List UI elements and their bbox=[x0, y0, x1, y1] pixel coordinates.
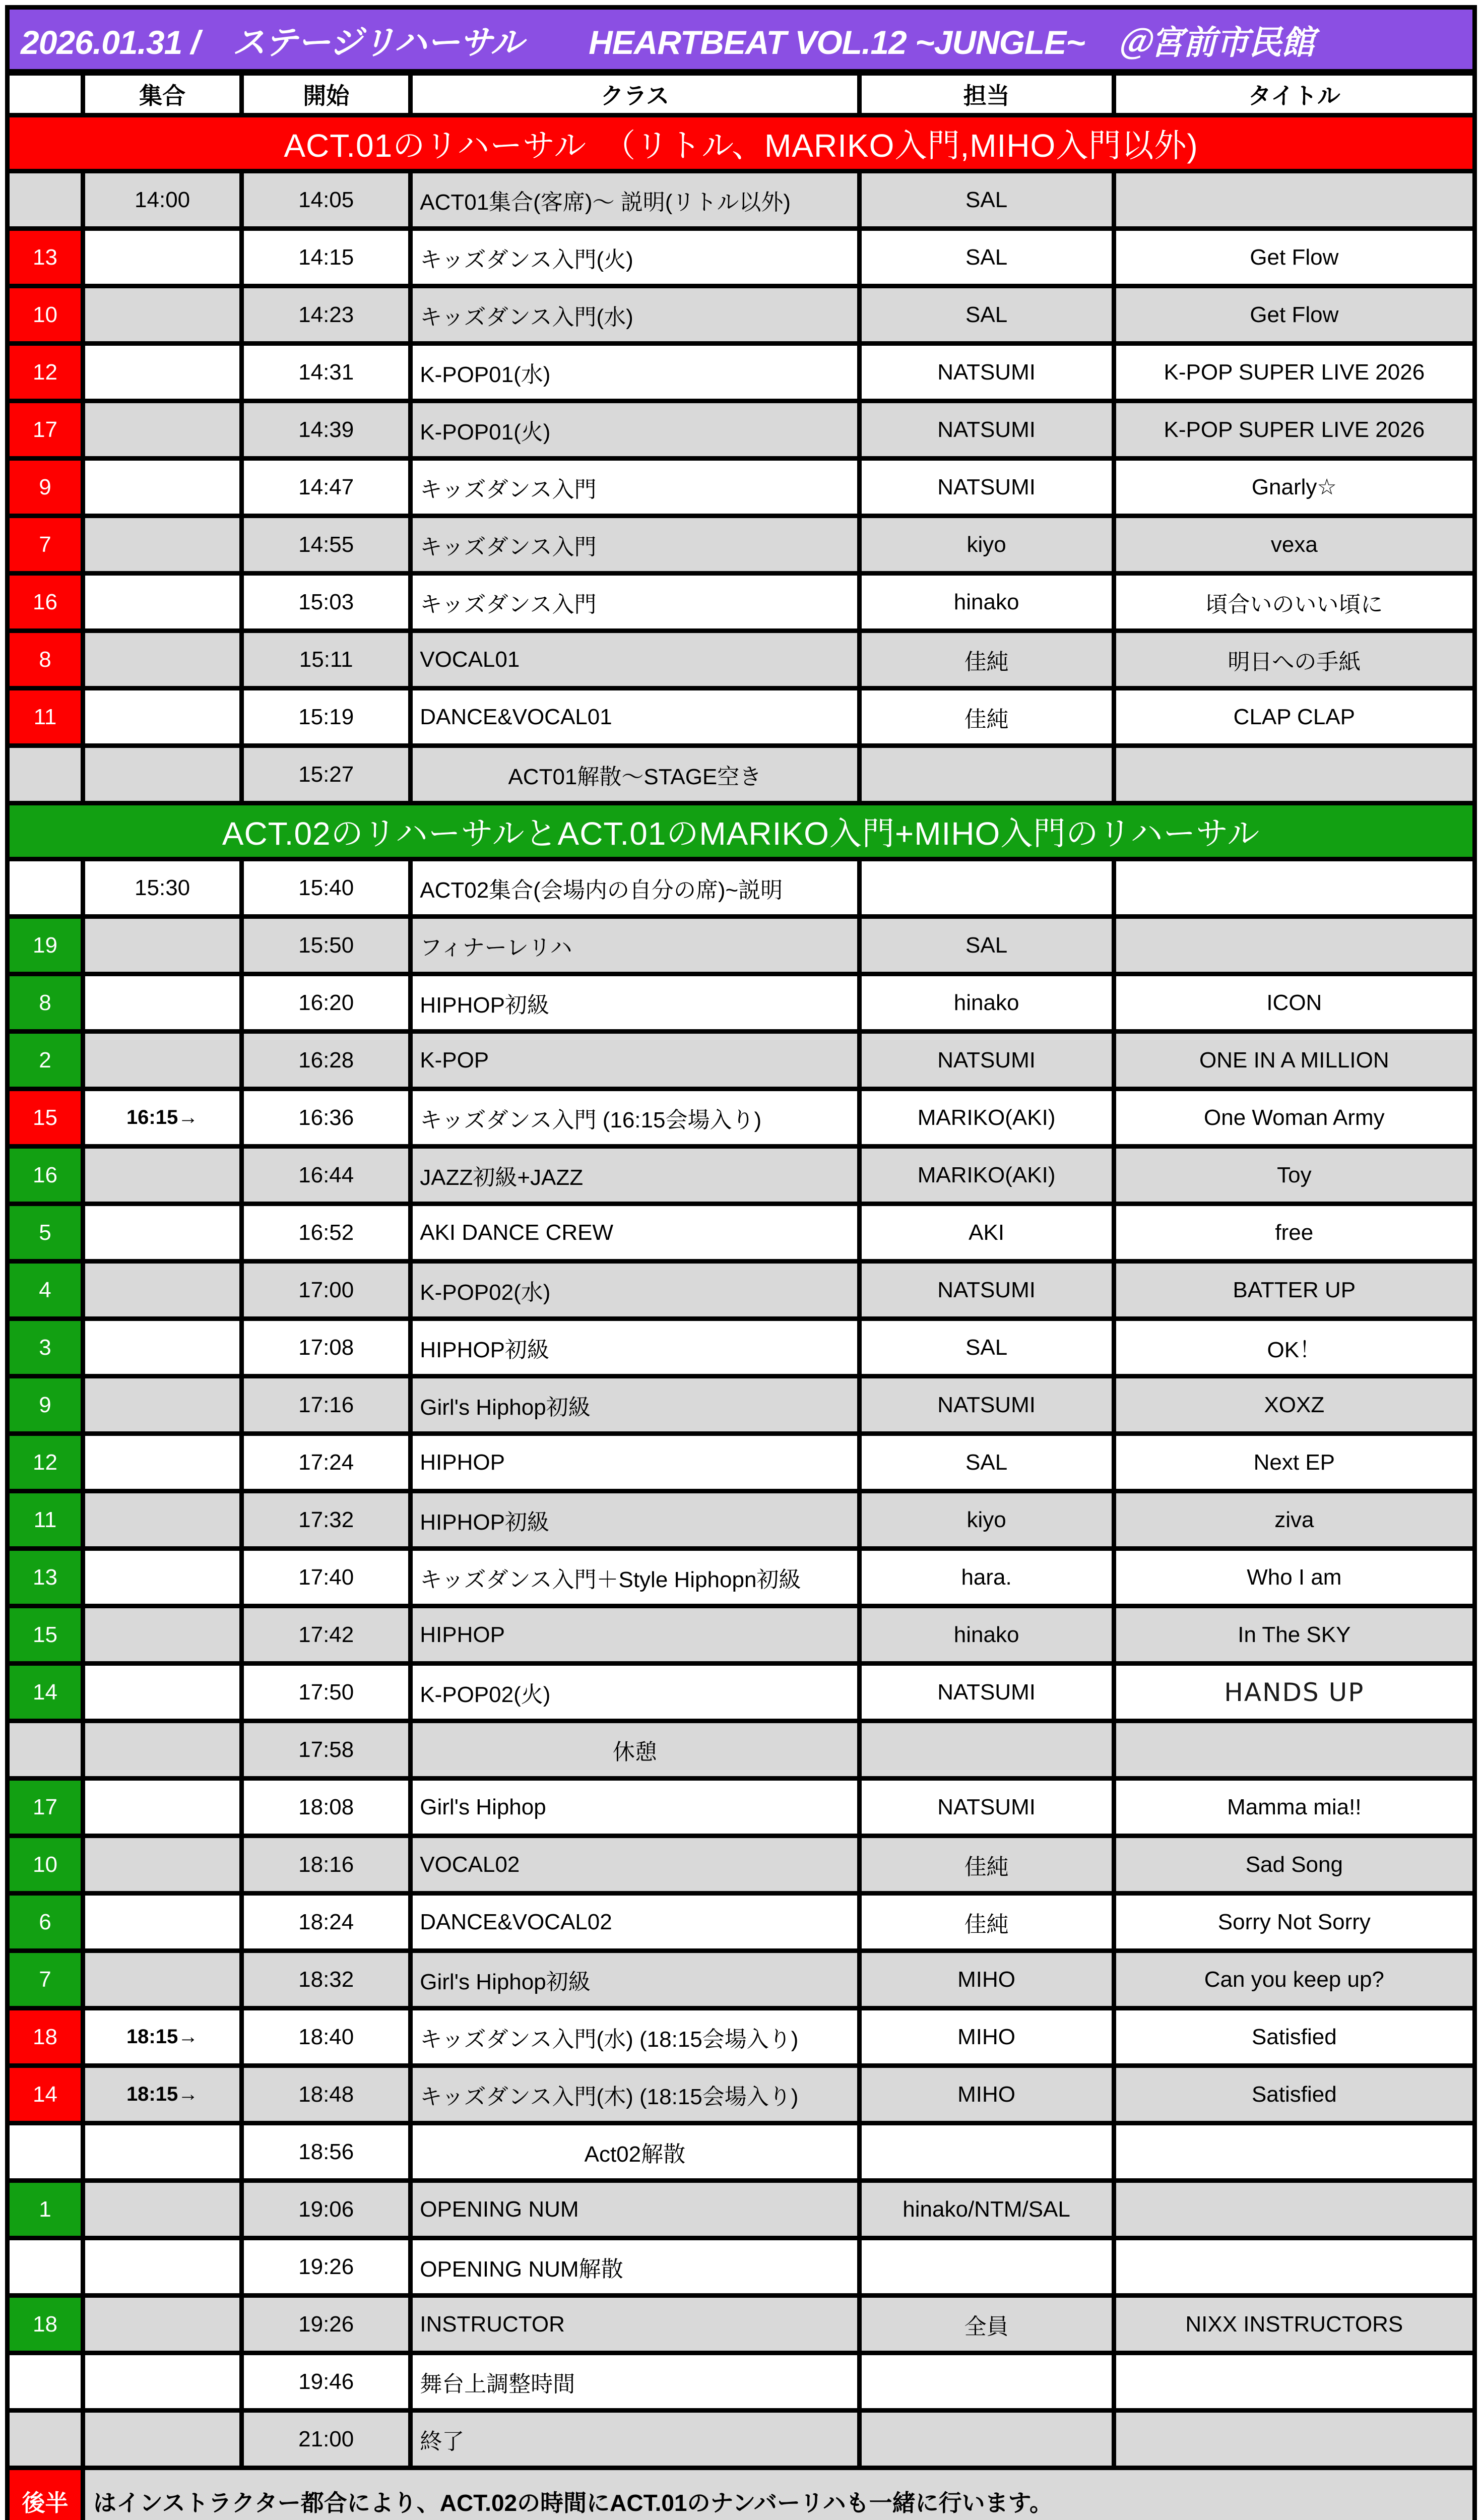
gather-time-cell bbox=[83, 1721, 242, 1779]
start-time-cell: 14:47 bbox=[242, 459, 411, 516]
class-cell: OPENING NUM解散 bbox=[411, 2238, 859, 2296]
class-cell: VOCAL02 bbox=[411, 1836, 859, 1894]
class-cell: 休憩 bbox=[411, 1721, 859, 1779]
col-header-tantou: 担当 bbox=[859, 73, 1114, 115]
gather-time-cell bbox=[83, 1319, 242, 1376]
row-number-cell: 19 bbox=[8, 917, 83, 974]
row-number-cell: 18 bbox=[8, 2296, 83, 2353]
class-cell: キッズダンス入門 bbox=[411, 516, 859, 574]
instructor-cell: NATSUMI bbox=[859, 459, 1114, 516]
row-number-cell bbox=[8, 746, 83, 803]
table-row bbox=[8, 1606, 1475, 1664]
table-row bbox=[8, 2411, 1475, 2468]
gather-time-cell bbox=[83, 1836, 242, 1894]
instructor-cell: MIHO bbox=[859, 1951, 1114, 2008]
instructor-cell: kiyo bbox=[859, 1491, 1114, 1549]
table-row bbox=[8, 2008, 1475, 2066]
gather-time-cell bbox=[83, 1147, 242, 1204]
gather-time-cell bbox=[83, 688, 242, 746]
table-row bbox=[8, 1434, 1475, 1491]
start-time-cell: 15:03 bbox=[242, 574, 411, 631]
table-row bbox=[8, 516, 1475, 574]
section-header-red bbox=[8, 115, 1475, 171]
start-time-cell: 19:06 bbox=[242, 2181, 411, 2238]
table-row bbox=[8, 1262, 1475, 1319]
table-row bbox=[8, 1836, 1475, 1894]
song-title-cell: vexa bbox=[1114, 516, 1474, 574]
instructor-cell: SAL bbox=[859, 917, 1114, 974]
start-time-cell: 16:28 bbox=[242, 1032, 411, 1089]
row-number-cell: 11 bbox=[8, 1491, 83, 1549]
gather-time-cell: 18:15→ bbox=[83, 2066, 242, 2123]
table-row bbox=[8, 401, 1475, 459]
row-number-cell: 5 bbox=[8, 1204, 83, 1262]
table-row bbox=[8, 344, 1475, 401]
start-time-cell: 14:39 bbox=[242, 401, 411, 459]
row-number-cell bbox=[8, 1721, 83, 1779]
start-time-cell: 14:31 bbox=[242, 344, 411, 401]
song-title-cell: Can you keep up? bbox=[1114, 1951, 1474, 2008]
row-number-cell: 8 bbox=[8, 974, 83, 1032]
gather-time-cell bbox=[83, 2296, 242, 2353]
col-header-class: クラス bbox=[411, 73, 859, 115]
song-title-cell bbox=[1114, 746, 1474, 803]
gather-time-cell: 18:15→ bbox=[83, 2008, 242, 2066]
row-number-cell: 17 bbox=[8, 401, 83, 459]
instructor-cell: hinako bbox=[859, 1606, 1114, 1664]
row-number-cell bbox=[8, 2238, 83, 2296]
instructor-cell: SAL bbox=[859, 229, 1114, 286]
class-cell: HIPHOP初級 bbox=[411, 1491, 859, 1549]
gather-time-cell bbox=[83, 631, 242, 688]
song-title-cell: HANDS UP bbox=[1114, 1664, 1474, 1721]
gather-time-cell bbox=[83, 1606, 242, 1664]
instructor-cell: MARIKO(AKI) bbox=[859, 1089, 1114, 1147]
class-cell: K-POP02(火) bbox=[411, 1664, 859, 1721]
instructor-cell: SAL bbox=[859, 1319, 1114, 1376]
gather-time-cell bbox=[83, 459, 242, 516]
song-title-cell: Get Flow bbox=[1114, 286, 1474, 344]
class-cell: 終了 bbox=[411, 2411, 859, 2468]
class-cell: K-POP01(水) bbox=[411, 344, 859, 401]
row-number-cell: 12 bbox=[8, 344, 83, 401]
instructor-cell: 佳純 bbox=[859, 1894, 1114, 1951]
table-row bbox=[8, 1779, 1475, 1836]
gather-time-cell bbox=[83, 401, 242, 459]
table-row bbox=[8, 1204, 1475, 1262]
class-cell: キッズダンス入門(木) (18:15会場入り) bbox=[411, 2066, 859, 2123]
start-time-cell: 17:08 bbox=[242, 1319, 411, 1376]
table-row bbox=[8, 974, 1475, 1032]
song-title-cell bbox=[1114, 2238, 1474, 2296]
instructor-cell: hinako/NTM/SAL bbox=[859, 2181, 1114, 2238]
gather-time-cell bbox=[83, 1951, 242, 2008]
class-cell: HIPHOP初級 bbox=[411, 974, 859, 1032]
start-time-cell: 15:19 bbox=[242, 688, 411, 746]
table-row bbox=[8, 1032, 1475, 1089]
schedule-page bbox=[0, 5, 1482, 2334]
title-bar-row bbox=[8, 8, 1475, 73]
song-title-cell: Sad Song bbox=[1114, 1836, 1474, 1894]
section-header-green bbox=[8, 803, 1475, 859]
start-time-cell: 19:26 bbox=[242, 2296, 411, 2353]
row-number-cell bbox=[8, 2123, 83, 2181]
start-time-cell: 17:16 bbox=[242, 1376, 411, 1434]
table-row bbox=[8, 2238, 1475, 2296]
row-number-cell bbox=[8, 2411, 83, 2468]
gather-time-cell bbox=[83, 1779, 242, 1836]
song-title-cell: Who I am bbox=[1114, 1549, 1474, 1606]
instructor-cell: MIHO bbox=[859, 2008, 1114, 2066]
instructor-cell: SAL bbox=[859, 286, 1114, 344]
song-title-cell: 頃合いのいい頃に bbox=[1114, 574, 1474, 631]
gather-time-cell: 14:00 bbox=[83, 171, 242, 229]
table-row bbox=[8, 2181, 1475, 2238]
row-number-cell: 15 bbox=[8, 1089, 83, 1147]
row-number-cell: 8 bbox=[8, 631, 83, 688]
instructor-cell: kiyo bbox=[859, 516, 1114, 574]
song-title-cell: Toy bbox=[1114, 1147, 1474, 1204]
footer-badge: 後半 bbox=[8, 2468, 83, 2520]
gather-time-cell bbox=[83, 574, 242, 631]
start-time-cell: 18:48 bbox=[242, 2066, 411, 2123]
song-title-cell: Satisfied bbox=[1114, 2066, 1474, 2123]
gather-time-cell bbox=[83, 2123, 242, 2181]
row-number-cell: 4 bbox=[8, 1262, 83, 1319]
table-row bbox=[8, 917, 1475, 974]
start-time-cell: 16:52 bbox=[242, 1204, 411, 1262]
instructor-cell: AKI bbox=[859, 1204, 1114, 1262]
class-cell: HIPHOP bbox=[411, 1606, 859, 1664]
song-title-cell bbox=[1114, 2353, 1474, 2411]
gather-time-cell bbox=[83, 229, 242, 286]
class-cell: キッズダンス入門(火) bbox=[411, 229, 859, 286]
song-title-cell: NIXX INSTRUCTORS bbox=[1114, 2296, 1474, 2353]
start-time-cell: 18:16 bbox=[242, 1836, 411, 1894]
row-number-cell: 13 bbox=[8, 229, 83, 286]
class-cell: キッズダンス入門 bbox=[411, 574, 859, 631]
class-cell: K-POP01(火) bbox=[411, 401, 859, 459]
start-time-cell: 18:24 bbox=[242, 1894, 411, 1951]
song-title-cell bbox=[1114, 859, 1474, 917]
start-time-cell: 17:42 bbox=[242, 1606, 411, 1664]
start-time-cell: 17:40 bbox=[242, 1549, 411, 1606]
col-header-num bbox=[8, 73, 83, 115]
class-cell: キッズダンス入門 bbox=[411, 459, 859, 516]
gather-time-cell bbox=[83, 1376, 242, 1434]
row-number-cell: 17 bbox=[8, 1779, 83, 1836]
song-title-cell: ICON bbox=[1114, 974, 1474, 1032]
song-title-cell: Get Flow bbox=[1114, 229, 1474, 286]
song-title-cell: free bbox=[1114, 1204, 1474, 1262]
col-header-title: タイトル bbox=[1114, 73, 1474, 115]
song-title-cell bbox=[1114, 2123, 1474, 2181]
start-time-cell: 16:36 bbox=[242, 1089, 411, 1147]
instructor-cell bbox=[859, 1721, 1114, 1779]
start-time-cell: 15:50 bbox=[242, 917, 411, 974]
table-row bbox=[8, 2123, 1475, 2181]
column-header-row bbox=[8, 73, 1475, 115]
class-cell: キッズダンス入門 (16:15会場入り) bbox=[411, 1089, 859, 1147]
class-cell: HIPHOP初級 bbox=[411, 1319, 859, 1376]
instructor-cell: NATSUMI bbox=[859, 401, 1114, 459]
start-time-cell: 14:55 bbox=[242, 516, 411, 574]
start-time-cell: 14:05 bbox=[242, 171, 411, 229]
instructor-cell: SAL bbox=[859, 1434, 1114, 1491]
instructor-cell: hinako bbox=[859, 974, 1114, 1032]
row-number-cell: 7 bbox=[8, 516, 83, 574]
instructor-cell: MIHO bbox=[859, 2066, 1114, 2123]
instructor-cell bbox=[859, 746, 1114, 803]
start-time-cell: 19:46 bbox=[242, 2353, 411, 2411]
table-row bbox=[8, 1894, 1475, 1951]
start-time-cell: 18:08 bbox=[242, 1779, 411, 1836]
instructor-cell: 全員 bbox=[859, 2296, 1114, 2353]
instructor-cell: hara. bbox=[859, 1549, 1114, 1606]
class-cell: キッズダンス入門＋Style Hiphopn初級 bbox=[411, 1549, 859, 1606]
row-number-cell: 14 bbox=[8, 2066, 83, 2123]
row-number-cell: 16 bbox=[8, 1147, 83, 1204]
table-row bbox=[8, 229, 1475, 286]
instructor-cell bbox=[859, 2238, 1114, 2296]
class-cell: K-POP bbox=[411, 1032, 859, 1089]
class-cell: Girl's Hiphop初級 bbox=[411, 1376, 859, 1434]
start-time-cell: 17:24 bbox=[242, 1434, 411, 1491]
song-title-cell: ONE IN A MILLION bbox=[1114, 1032, 1474, 1089]
class-cell: INSTRUCTOR bbox=[411, 2296, 859, 2353]
class-cell: ACT01集合(客席)～ 説明(リトル以外) bbox=[411, 171, 859, 229]
start-time-cell: 15:27 bbox=[242, 746, 411, 803]
row-number-cell: 13 bbox=[8, 1549, 83, 1606]
row-number-cell: 10 bbox=[8, 1836, 83, 1894]
song-title-cell: In The SKY bbox=[1114, 1606, 1474, 1664]
song-title-cell: OK！ bbox=[1114, 1319, 1474, 1376]
class-cell: DANCE&VOCAL01 bbox=[411, 688, 859, 746]
class-cell: Girl's Hiphop初級 bbox=[411, 1951, 859, 2008]
instructor-cell bbox=[859, 859, 1114, 917]
gather-time-cell bbox=[83, 974, 242, 1032]
start-time-cell: 18:56 bbox=[242, 2123, 411, 2181]
song-title-cell: K-POP SUPER LIVE 2026 bbox=[1114, 344, 1474, 401]
row-number-cell: 14 bbox=[8, 1664, 83, 1721]
gather-time-cell bbox=[83, 1032, 242, 1089]
table-row bbox=[8, 1147, 1475, 1204]
gather-time-cell: 16:15→ bbox=[83, 1089, 242, 1147]
class-cell: VOCAL01 bbox=[411, 631, 859, 688]
schedule-body bbox=[8, 115, 1475, 2468]
table-row bbox=[8, 1951, 1475, 2008]
row-number-cell: 6 bbox=[8, 1894, 83, 1951]
song-title-cell bbox=[1114, 2181, 1474, 2238]
table-row bbox=[8, 171, 1475, 229]
instructor-cell: 佳純 bbox=[859, 631, 1114, 688]
gather-time-cell bbox=[83, 1434, 242, 1491]
table-row bbox=[8, 1721, 1475, 1779]
gather-time-cell bbox=[83, 516, 242, 574]
row-number-cell: 12 bbox=[8, 1434, 83, 1491]
instructor-cell: MARIKO(AKI) bbox=[859, 1147, 1114, 1204]
song-title-cell: CLAP CLAP bbox=[1114, 688, 1474, 746]
table-row bbox=[8, 2296, 1475, 2353]
class-cell: K-POP02(水) bbox=[411, 1262, 859, 1319]
row-number-cell: 16 bbox=[8, 574, 83, 631]
gather-time-cell bbox=[83, 1262, 242, 1319]
start-time-cell: 17:00 bbox=[242, 1262, 411, 1319]
start-time-cell: 17:58 bbox=[242, 1721, 411, 1779]
table-row bbox=[8, 1491, 1475, 1549]
class-cell: AKI DANCE CREW bbox=[411, 1204, 859, 1262]
gather-time-cell bbox=[83, 1549, 242, 1606]
table-row bbox=[8, 688, 1475, 746]
class-cell: OPENING NUM bbox=[411, 2181, 859, 2238]
row-number-cell bbox=[8, 859, 83, 917]
start-time-cell: 17:32 bbox=[242, 1491, 411, 1549]
instructor-cell bbox=[859, 2353, 1114, 2411]
instructor-cell bbox=[859, 2411, 1114, 2468]
start-time-cell: 15:40 bbox=[242, 859, 411, 917]
song-title-cell: Satisfied bbox=[1114, 2008, 1474, 2066]
song-title-cell: 明日への手紙 bbox=[1114, 631, 1474, 688]
instructor-cell: 佳純 bbox=[859, 1836, 1114, 1894]
row-number-cell: 9 bbox=[8, 459, 83, 516]
col-header-start: 開始 bbox=[242, 73, 411, 115]
class-cell: HIPHOP bbox=[411, 1434, 859, 1491]
start-time-cell: 16:20 bbox=[242, 974, 411, 1032]
row-number-cell: 7 bbox=[8, 1951, 83, 2008]
song-title-cell: XOXZ bbox=[1114, 1376, 1474, 1434]
table-row bbox=[8, 459, 1475, 516]
instructor-cell: SAL bbox=[859, 171, 1114, 229]
start-time-cell: 17:50 bbox=[242, 1664, 411, 1721]
row-number-cell: 15 bbox=[8, 1606, 83, 1664]
gather-time-cell bbox=[83, 1664, 242, 1721]
table-row bbox=[8, 631, 1475, 688]
instructor-cell: NATSUMI bbox=[859, 344, 1114, 401]
table-row bbox=[8, 286, 1475, 344]
song-title-cell bbox=[1114, 1721, 1474, 1779]
gather-time-cell: 15:30 bbox=[83, 859, 242, 917]
gather-time-cell bbox=[83, 2411, 242, 2468]
instructor-cell: NATSUMI bbox=[859, 1032, 1114, 1089]
start-time-cell: 14:15 bbox=[242, 229, 411, 286]
row-number-cell: 9 bbox=[8, 1376, 83, 1434]
song-title-cell: Next EP bbox=[1114, 1434, 1474, 1491]
instructor-cell: NATSUMI bbox=[859, 1376, 1114, 1434]
row-number-cell: 11 bbox=[8, 688, 83, 746]
class-cell: JAZZ初級+JAZZ bbox=[411, 1147, 859, 1204]
instructor-cell: 佳純 bbox=[859, 688, 1114, 746]
gather-time-cell bbox=[83, 286, 242, 344]
instructor-cell: hinako bbox=[859, 574, 1114, 631]
song-title-cell bbox=[1114, 2411, 1474, 2468]
col-header-gather: 集合 bbox=[83, 73, 242, 115]
row-number-cell: 10 bbox=[8, 286, 83, 344]
start-time-cell: 14:23 bbox=[242, 286, 411, 344]
table-row bbox=[8, 1549, 1475, 1606]
start-time-cell: 15:11 bbox=[242, 631, 411, 688]
gather-time-cell bbox=[83, 1491, 242, 1549]
class-cell: 舞台上調整時間 bbox=[411, 2353, 859, 2411]
instructor-cell: NATSUMI bbox=[859, 1664, 1114, 1721]
row-number-cell: 18 bbox=[8, 2008, 83, 2066]
table-row bbox=[8, 746, 1475, 803]
gather-time-cell bbox=[83, 1894, 242, 1951]
footer-row bbox=[8, 2468, 1475, 2520]
song-title-cell: One Woman Army bbox=[1114, 1089, 1474, 1147]
row-number-cell bbox=[8, 2353, 83, 2411]
song-title-cell: Sorry Not Sorry bbox=[1114, 1894, 1474, 1951]
gather-time-cell bbox=[83, 344, 242, 401]
table-row bbox=[8, 1376, 1475, 1434]
instructor-cell: NATSUMI bbox=[859, 1779, 1114, 1836]
song-title-cell: Gnarly☆ bbox=[1114, 459, 1474, 516]
gather-time-cell bbox=[83, 2238, 242, 2296]
row-number-cell: 2 bbox=[8, 1032, 83, 1089]
start-time-cell: 18:32 bbox=[242, 1951, 411, 2008]
section-title: ACT.01のリハーサル （リトル、MARIKO入門,MIHO入門以外) bbox=[8, 115, 1475, 171]
row-number-cell: 3 bbox=[8, 1319, 83, 1376]
table-row bbox=[8, 1319, 1475, 1376]
page-title: 2026.01.31 / ステージリハーサル HEARTBEAT VOL.12 ~JUNGLE~ ＠宮前市民館 bbox=[8, 8, 1475, 73]
gather-time-cell bbox=[83, 2181, 242, 2238]
table-row bbox=[8, 1664, 1475, 1721]
table-row bbox=[8, 859, 1475, 917]
class-cell: Girl's Hiphop bbox=[411, 1779, 859, 1836]
class-cell: DANCE&VOCAL02 bbox=[411, 1894, 859, 1951]
song-title-cell: K-POP SUPER LIVE 2026 bbox=[1114, 401, 1474, 459]
start-time-cell: 18:40 bbox=[242, 2008, 411, 2066]
song-title-cell bbox=[1114, 171, 1474, 229]
gather-time-cell bbox=[83, 746, 242, 803]
row-number-cell: 1 bbox=[8, 2181, 83, 2238]
start-time-cell: 16:44 bbox=[242, 1147, 411, 1204]
instructor-cell: NATSUMI bbox=[859, 1262, 1114, 1319]
gather-time-cell bbox=[83, 2353, 242, 2411]
class-cell: Act02解散 bbox=[411, 2123, 859, 2181]
song-title-cell: ziva bbox=[1114, 1491, 1474, 1549]
footer-note: はインストラクター都合により、ACT.02の時間にACT.01のナンバーリハも一緒に行います。 bbox=[83, 2468, 1475, 2520]
gather-time-cell bbox=[83, 1204, 242, 1262]
class-cell: ACT01解散～STAGE空き bbox=[411, 746, 859, 803]
class-cell: キッズダンス入門(水) bbox=[411, 286, 859, 344]
table-row bbox=[8, 2353, 1475, 2411]
table-row bbox=[8, 1089, 1475, 1147]
class-cell: フィナーレリハ bbox=[411, 917, 859, 974]
song-title-cell: Mamma mia!! bbox=[1114, 1779, 1474, 1836]
start-time-cell: 21:00 bbox=[242, 2411, 411, 2468]
table-row bbox=[8, 574, 1475, 631]
class-cell: キッズダンス入門(水) (18:15会場入り) bbox=[411, 2008, 859, 2066]
gather-time-cell bbox=[83, 917, 242, 974]
class-cell: ACT02集合(会場内の自分の席)~説明 bbox=[411, 859, 859, 917]
instructor-cell bbox=[859, 2123, 1114, 2181]
table-row bbox=[8, 2066, 1475, 2123]
section-title: ACT.02のリハーサルとACT.01のMARIKO入門+MIHO入門のリハーサル bbox=[8, 803, 1475, 859]
song-title-cell bbox=[1114, 917, 1474, 974]
start-time-cell: 19:26 bbox=[242, 2238, 411, 2296]
row-number-cell bbox=[8, 171, 83, 229]
schedule-table bbox=[5, 5, 1477, 2520]
song-title-cell: BATTER UP bbox=[1114, 1262, 1474, 1319]
